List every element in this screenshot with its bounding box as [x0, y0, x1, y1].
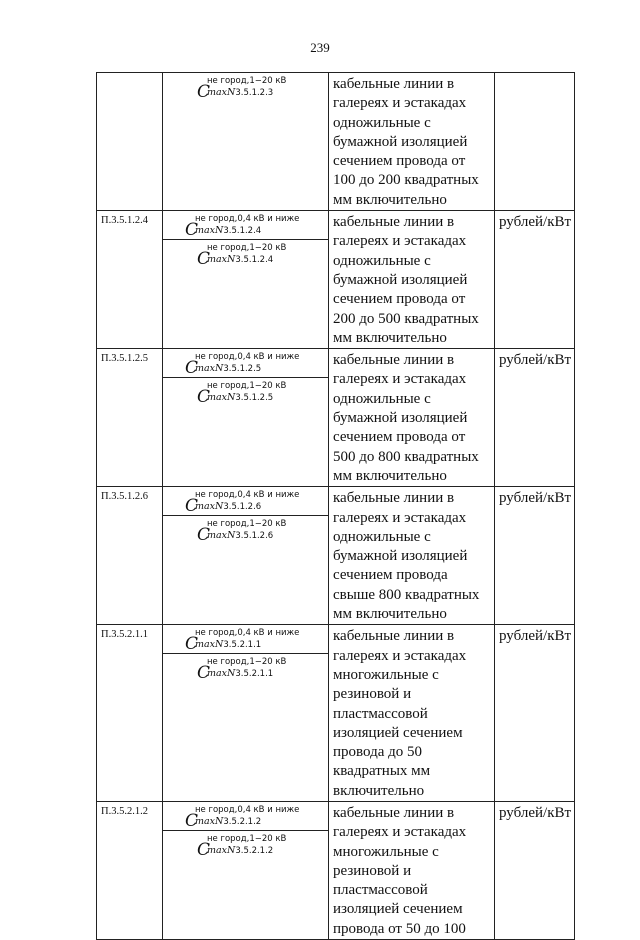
rate-symbols [163, 487, 329, 625]
unit-of-measure [495, 73, 575, 211]
description-line: провода от 50 до 100 [333, 920, 466, 937]
description-line: провода до 50 [333, 744, 422, 761]
description-line: бумажной изоляцией [333, 133, 468, 150]
description-line: пластмассовой [333, 705, 428, 722]
item-code: П.3.5.2.1.1 [97, 625, 163, 802]
description-line: бумажной изоляцией [333, 410, 468, 427]
item-code: П.3.5.1.2.5 [97, 349, 163, 487]
rate-symbol-superscript: не город,1−20 кВ [207, 381, 287, 392]
unit-of-measure: рублей/кВт [495, 211, 575, 349]
rate-symbol-subscript: 3.5.1.2.5 [223, 364, 262, 375]
item-code: П.3.5.1.2.6 [97, 487, 163, 625]
description-line: галереях и эстакадах [333, 233, 467, 250]
rate-symbol-superscript: не город,0,4 кВ и ниже [195, 804, 300, 815]
rate-symbol-subscript: 3.5.1.2.6 [235, 531, 274, 542]
rate-symbol-subscript: 3.5.1.2.5 [235, 393, 274, 404]
description-line: мм включительно [333, 606, 447, 623]
description-line: кабельные линии в [333, 490, 455, 507]
rate-symbol-superscript: не город,0,4 кВ и ниже [195, 490, 300, 501]
rate-symbol-subscript: 3.5.1.2.3 [235, 88, 274, 98]
description-line: включительно [333, 782, 425, 799]
item-code: П.3.5.1.2.4 [97, 211, 163, 349]
table-row [97, 625, 575, 802]
description-line: свыше 800 квадратных [333, 586, 480, 603]
rate-symbol: C не город,1−20 кВ maxN3.5.1.2.4 [197, 243, 287, 270]
rate-symbols [163, 801, 329, 939]
rate-symbols [163, 625, 329, 802]
description-line: 200 до 500 квадратных [333, 310, 479, 327]
rate-symbol-superscript: не город,1−20 кВ [207, 519, 287, 530]
rate-symbol-superscript: не город,0,4 кВ и ниже [195, 352, 300, 363]
description-line: изоляцией сечением [333, 901, 463, 918]
rate-symbol-subscript: 3.5.1.2.6 [223, 502, 262, 513]
description-line: галереях и эстакадах [333, 824, 467, 841]
rate-symbols [163, 73, 329, 211]
tariff-table [96, 72, 575, 940]
description-line: пластмассовой [333, 882, 428, 899]
item-code: П.3.5.2.1.2 [97, 801, 163, 939]
line-description [329, 625, 495, 802]
rate-symbol-superscript: не город,0,4 кВ и ниже [195, 628, 300, 639]
description-line: резиновой и [333, 862, 412, 879]
description-line: сечением провода [333, 567, 448, 584]
rate-symbol-subscript: 3.5.2.1.2 [235, 845, 274, 856]
rate-symbol: C не город,0,4 кВ и ниже maxN3.5.1.2.4 [185, 214, 300, 241]
description-line: многожильные с [333, 666, 439, 683]
rate-symbol-subscript: 3.5.2.1.2 [223, 816, 262, 827]
rate-symbol-superscript: не город,1−20 кВ [207, 76, 287, 86]
description-line: 100 до 200 квадратных [333, 172, 479, 189]
description-line: одножильные с [333, 528, 431, 545]
table-row [97, 349, 575, 487]
unit-of-measure: рублей/кВт [495, 487, 575, 625]
item-code [97, 73, 163, 211]
description-line: кабельные линии в [333, 352, 455, 369]
description-line: изоляцией сечением [333, 724, 463, 741]
rate-symbol-superscript: не город,1−20 кВ [207, 833, 287, 844]
rate-symbol: C не город,0,4 кВ и ниже maxN3.5.1.2.6 [185, 490, 300, 517]
description-line: резиновой и [333, 686, 412, 703]
unit-of-measure: рублей/кВт [495, 625, 575, 802]
line-description [329, 73, 495, 211]
description-line: сечением провода от [333, 153, 466, 170]
rate-symbol: C не город,1−20 кВ maxN3.5.1.2.3 [197, 76, 287, 102]
rate-symbol: C не город,0,4 кВ и ниже maxN3.5.2.1.1 [185, 628, 300, 655]
rate-symbols [163, 211, 329, 349]
rate-symbol-subscript: 3.5.2.1.1 [223, 640, 262, 651]
description-line: одножильные с [333, 114, 431, 131]
rate-symbol: C не город,1−20 кВ maxN3.5.2.1.1 [197, 657, 287, 684]
line-description [329, 211, 495, 349]
rate-symbol: C не город,0,4 кВ и ниже maxN3.5.2.1.2 [185, 804, 300, 831]
table-row [97, 487, 575, 625]
rate-symbol-superscript: не город,0,4 кВ и ниже [195, 214, 300, 225]
description-line: мм включительно [333, 191, 447, 208]
rate-symbol-subscript: 3.5.1.2.4 [223, 226, 262, 237]
rate-symbol: C не город,1−20 кВ maxN3.5.1.2.6 [197, 519, 287, 546]
rate-symbol-superscript: не город,1−20 кВ [207, 657, 287, 668]
description-line: сечением провода от [333, 429, 466, 446]
description-line: одножильные с [333, 252, 431, 269]
description-line: бумажной изоляцией [333, 271, 468, 288]
description-line: галереях и эстакадах [333, 371, 467, 388]
line-description [329, 349, 495, 487]
rate-symbol: C не город,0,4 кВ и ниже maxN3.5.1.2.5 [185, 352, 300, 379]
unit-of-measure: рублей/кВт [495, 349, 575, 487]
line-description [329, 487, 495, 625]
description-line: галереях и эстакадах [333, 95, 467, 112]
description-line: галереях и эстакадах [333, 509, 467, 526]
rate-symbol-subscript: 3.5.2.1.1 [235, 669, 274, 680]
description-line: галереях и эстакадах [333, 647, 467, 664]
description-line: сечением провода от [333, 291, 466, 308]
description-line: кабельные линии в [333, 628, 455, 645]
description-line: многожильные с [333, 843, 439, 860]
description-line: мм включительно [333, 467, 447, 484]
table-row [97, 801, 575, 939]
unit-of-measure: рублей/кВт [495, 801, 575, 939]
description-line: мм включительно [333, 329, 447, 346]
rate-symbol-subscript: 3.5.1.2.4 [235, 255, 274, 266]
page-number: 239 [310, 40, 330, 55]
table-row [97, 211, 575, 349]
description-line: кабельные линии в [333, 76, 455, 92]
description-line: кабельные линии в [333, 804, 455, 821]
description-line: бумажной изоляцией [333, 548, 468, 565]
description-line: одножильные с [333, 390, 431, 407]
rate-symbol: C не город,1−20 кВ maxN3.5.1.2.5 [197, 381, 287, 408]
rate-symbols [163, 349, 329, 487]
table-row [97, 73, 575, 211]
description-line: квадратных мм [333, 763, 431, 780]
rate-symbol: C не город,1−20 кВ maxN3.5.2.1.2 [197, 833, 287, 860]
description-line: 500 до 800 квадратных [333, 448, 479, 465]
line-description [329, 801, 495, 939]
description-line: кабельные линии в [333, 214, 455, 231]
rate-symbol-superscript: не город,1−20 кВ [207, 243, 287, 254]
